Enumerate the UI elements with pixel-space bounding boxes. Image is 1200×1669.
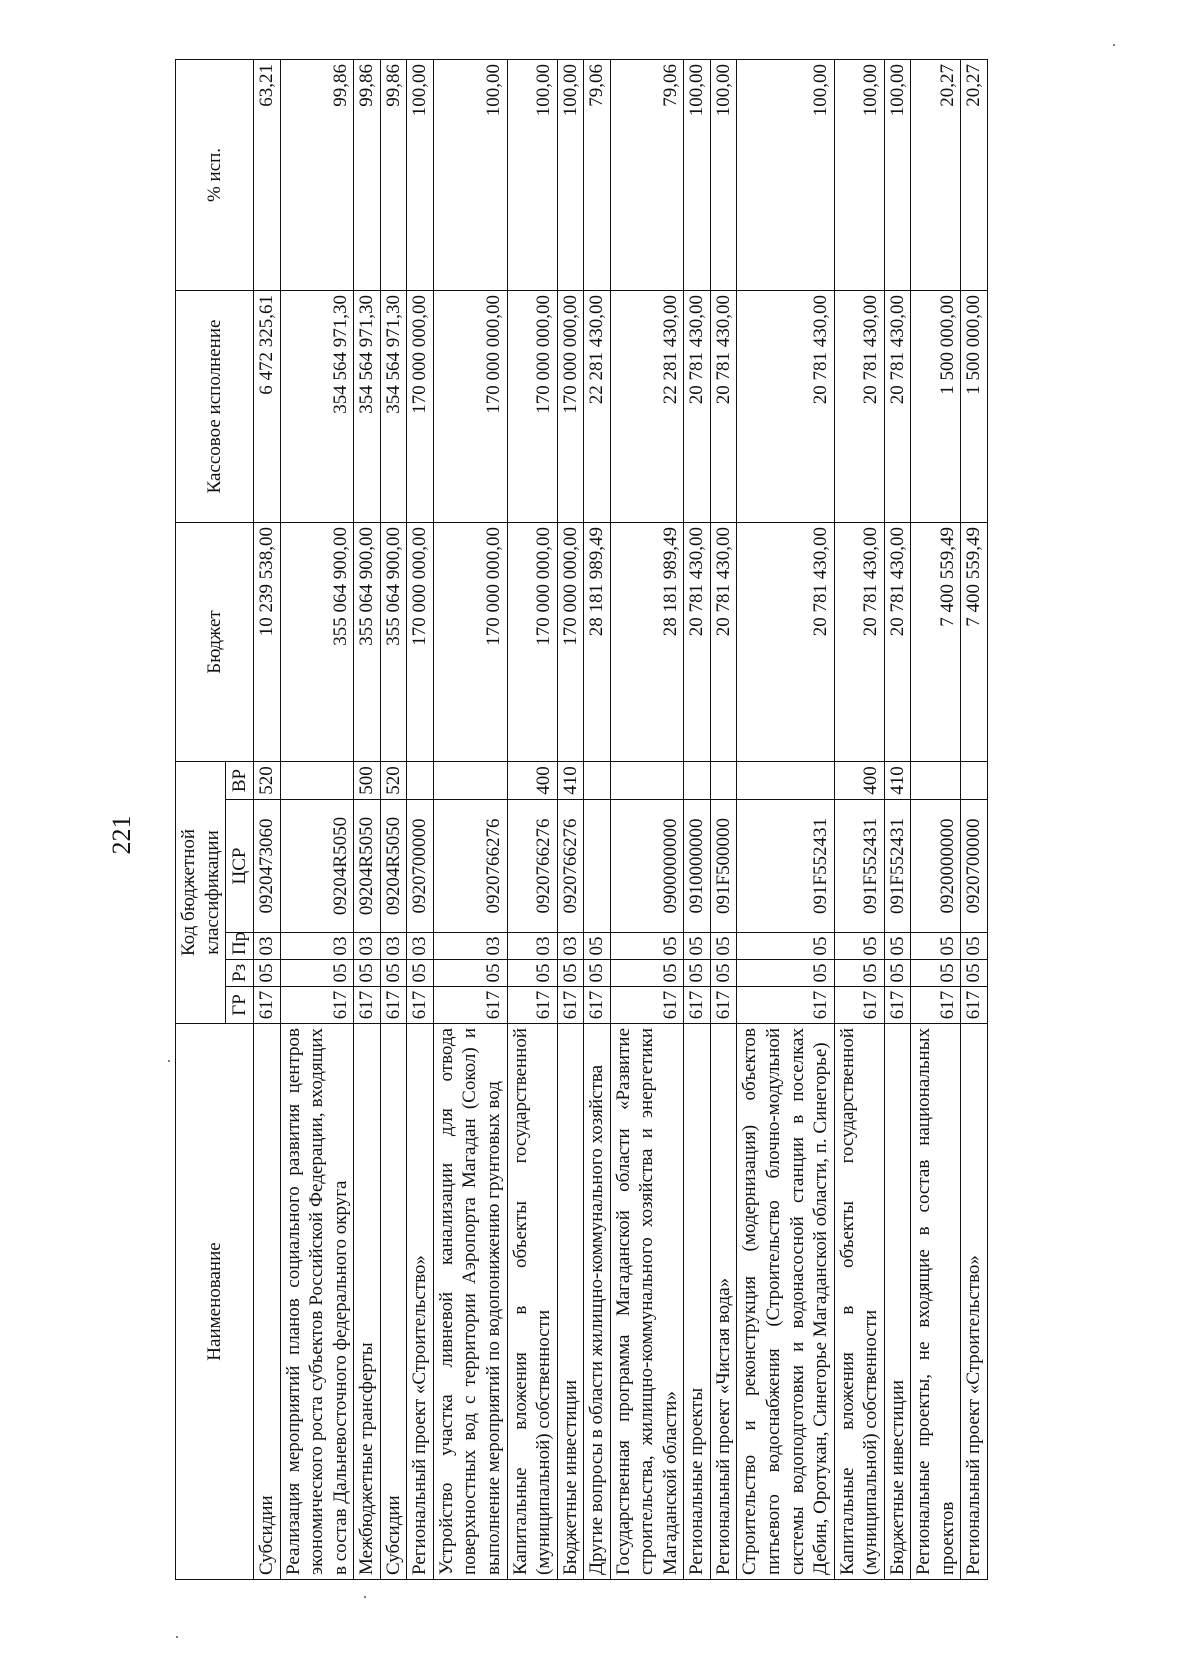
cell-gr: 617	[684, 987, 711, 1024]
cell-gr: 617	[507, 987, 557, 1024]
cell-csr: 0910000000	[684, 800, 711, 933]
cell-rz: 05	[610, 960, 684, 987]
cell-cash: 170 000 000,00	[433, 290, 507, 522]
cell-cash: 20 781 430,00	[684, 290, 711, 522]
header-budget: Бюджет	[176, 522, 254, 761]
cell-cash: 20 781 430,00	[710, 290, 737, 522]
table-row	[911, 59, 961, 1579]
cell-pr: 03	[280, 933, 354, 960]
cell-name: Субсидии	[254, 1024, 281, 1580]
cell-name: Межбюджетные трансферты	[354, 1024, 381, 1580]
cell-name: Бюджетные инвестиции	[884, 1024, 911, 1580]
page-number: 221	[107, 815, 136, 855]
cell-cash: 20 781 430,00	[834, 290, 884, 522]
cell-cash: 20 781 430,00	[884, 290, 911, 522]
cell-pct: 99,86	[280, 59, 354, 290]
scan-speck	[176, 1636, 178, 1638]
cell-name: Устройство участка ливневой канализации для отвода поверхностных вод с территории Аэропорта Магадан (Сокол) и выполнение мероприятий по водопонижению грунтовых вод	[433, 1024, 507, 1580]
cell-gr: 617	[911, 987, 961, 1024]
table-row	[507, 59, 557, 1579]
cell-gr: 617	[737, 987, 834, 1024]
cell-gr: 617	[380, 987, 407, 1024]
cell-cash: 20 781 430,00	[737, 290, 834, 522]
cell-rz: 05	[380, 960, 407, 987]
cell-cash: 354 564 971,30	[380, 290, 407, 522]
cell-rz: 05	[737, 960, 834, 987]
cell-vr: 410	[884, 761, 911, 799]
cell-cash: 170 000 000,00	[557, 290, 584, 522]
cell-vr	[610, 761, 684, 799]
cell-rz: 05	[884, 960, 911, 987]
cell-cash: 6 472 325,61	[254, 290, 281, 522]
cell-csr: 0920766276	[507, 800, 557, 933]
cell-name: Бюджетные инвестиции	[557, 1024, 584, 1580]
cell-pr: 05	[610, 933, 684, 960]
cell-csr: 0920000000	[911, 800, 961, 933]
cell-csr: 0920700000	[961, 800, 988, 933]
cell-gr: 617	[433, 987, 507, 1024]
cell-budget: 20 781 430,00	[684, 522, 711, 761]
table-row	[433, 59, 507, 1579]
cell-pr: 03	[407, 933, 434, 960]
header-vr: ВР	[226, 761, 254, 799]
cell-budget: 170 000 000,00	[557, 522, 584, 761]
cell-vr	[433, 761, 507, 799]
cell-vr	[710, 761, 737, 799]
cell-vr: 400	[834, 761, 884, 799]
cell-csr: 091F552431	[884, 800, 911, 933]
cell-name: Региональный проект «Строительство»	[961, 1024, 988, 1580]
cell-pr: 05	[710, 933, 737, 960]
cell-budget: 355 064 900,00	[280, 522, 354, 761]
scan-speck	[364, 1596, 366, 1598]
cell-rz: 05	[254, 960, 281, 987]
cell-vr	[911, 761, 961, 799]
table-row	[961, 59, 988, 1579]
cell-budget: 170 000 000,00	[407, 522, 434, 761]
cell-csr: 09204R5050	[280, 800, 354, 933]
cell-csr: 091F552431	[737, 800, 834, 933]
table-row	[584, 59, 611, 1579]
cell-cash: 22 281 430,00	[584, 290, 611, 522]
cell-rz: 05	[354, 960, 381, 987]
cell-budget: 7 400 559,49	[961, 522, 988, 761]
table-row	[610, 59, 684, 1579]
cell-pr: 03	[254, 933, 281, 960]
cell-vr	[407, 761, 434, 799]
cell-cash: 170 000 000,00	[507, 290, 557, 522]
cell-vr	[737, 761, 834, 799]
cell-csr: 09204R5050	[380, 800, 407, 933]
cell-pct: 100,00	[557, 59, 584, 290]
cell-cash: 170 000 000,00	[407, 290, 434, 522]
cell-budget: 170 000 000,00	[433, 522, 507, 761]
cell-rz: 05	[584, 960, 611, 987]
cell-pr: 05	[911, 933, 961, 960]
table-body	[254, 59, 988, 1579]
budget-execution-table	[175, 59, 988, 1580]
cell-gr: 617	[254, 987, 281, 1024]
cell-pct: 100,00	[433, 59, 507, 290]
cell-vr: 520	[254, 761, 281, 799]
table-row	[684, 59, 711, 1579]
cell-pct: 100,00	[710, 59, 737, 290]
cell-budget: 20 781 430,00	[737, 522, 834, 761]
cell-budget: 7 400 559,49	[911, 522, 961, 761]
cell-gr: 617	[354, 987, 381, 1024]
cell-pct: 100,00	[684, 59, 711, 290]
cell-rz: 05	[433, 960, 507, 987]
cell-pct: 20,27	[961, 59, 988, 290]
cell-csr: 0920700000	[407, 800, 434, 933]
cell-rz: 05	[911, 960, 961, 987]
cell-csr	[584, 800, 611, 933]
cell-name: Региональный проект «Чистая вода»	[710, 1024, 737, 1580]
cell-gr: 617	[407, 987, 434, 1024]
cell-rz: 05	[684, 960, 711, 987]
cell-budget: 170 000 000,00	[507, 522, 557, 761]
cell-rz: 05	[961, 960, 988, 987]
cell-vr	[280, 761, 354, 799]
cell-pr: 03	[507, 933, 557, 960]
cell-budget: 355 064 900,00	[380, 522, 407, 761]
cell-budget: 10 239 538,00	[254, 522, 281, 761]
table-row	[380, 59, 407, 1579]
cell-vr: 520	[380, 761, 407, 799]
scan-speck	[168, 1060, 170, 1062]
cell-gr: 617	[884, 987, 911, 1024]
cell-pr: 05	[684, 933, 711, 960]
cell-pr: 05	[584, 933, 611, 960]
cell-pct: 100,00	[737, 59, 834, 290]
table-row	[280, 59, 354, 1579]
cell-rz: 05	[834, 960, 884, 987]
cell-gr: 617	[961, 987, 988, 1024]
cell-pr: 05	[834, 933, 884, 960]
cell-csr: 09204R5050	[354, 800, 381, 933]
cell-pct: 99,86	[354, 59, 381, 290]
cell-budget: 20 781 430,00	[710, 522, 737, 761]
table-row	[354, 59, 381, 1579]
cell-vr	[961, 761, 988, 799]
cell-pr: 03	[380, 933, 407, 960]
cell-rz: 05	[507, 960, 557, 987]
cell-pr: 05	[737, 933, 834, 960]
rotated-table-sheet	[175, 60, 1055, 1580]
cell-name: Строительство и реконструкция (модернизация) объектов питьевого водоснабжения (Строительство блочно-модульной системы водоподготовки и водонасосной станции в поселках Дебин, Оротукан, Синегорье Магаданской области, п. Синегорье)	[737, 1024, 834, 1580]
cell-name: Региональный проект «Строительство»	[407, 1024, 434, 1580]
cell-budget: 20 781 430,00	[884, 522, 911, 761]
header-rz: Рз	[226, 960, 254, 987]
table-row	[407, 59, 434, 1579]
cell-rz: 05	[557, 960, 584, 987]
table-row	[834, 59, 884, 1579]
table-row	[254, 59, 281, 1579]
cell-gr: 617	[710, 987, 737, 1024]
cell-gr: 617	[584, 987, 611, 1024]
cell-pr: 03	[557, 933, 584, 960]
cell-rz: 05	[710, 960, 737, 987]
cell-pct: 79,06	[584, 59, 611, 290]
table-row	[884, 59, 911, 1579]
scan-speck	[1113, 44, 1115, 46]
cell-vr: 410	[557, 761, 584, 799]
header-gr: ГР	[226, 987, 254, 1024]
cell-csr: 091F500000	[710, 800, 737, 933]
cell-pr: 03	[354, 933, 381, 960]
table-row	[737, 59, 834, 1579]
header-pct: % исп.	[176, 59, 254, 290]
cell-pr: 03	[433, 933, 507, 960]
header-cash: Кассовое исполнение	[176, 290, 254, 522]
cell-name: Региональные проекты	[684, 1024, 711, 1580]
cell-cash: 1 500 000,00	[911, 290, 961, 522]
cell-vr: 500	[354, 761, 381, 799]
cell-csr: 0920766276	[557, 800, 584, 933]
cell-rz: 05	[280, 960, 354, 987]
cell-rz: 05	[407, 960, 434, 987]
cell-pct: 99,86	[380, 59, 407, 290]
header-code-group: Код бюджетной классификации	[176, 761, 226, 1023]
header-pr: Пр	[226, 933, 254, 960]
cell-name: Другие вопросы в области жилищно-коммунального хозяйства	[584, 1024, 611, 1580]
cell-cash: 1 500 000,00	[961, 290, 988, 522]
cell-name: Капитальные вложения в объекты государственной (муниципальной) собственности	[834, 1024, 884, 1580]
cell-vr	[684, 761, 711, 799]
cell-pct: 63,21	[254, 59, 281, 290]
cell-budget: 355 064 900,00	[354, 522, 381, 761]
cell-gr: 617	[557, 987, 584, 1024]
cell-gr: 617	[610, 987, 684, 1024]
cell-budget: 28 181 989,49	[610, 522, 684, 761]
cell-pr: 05	[884, 933, 911, 960]
header-csr: ЦСР	[226, 800, 254, 933]
cell-vr	[584, 761, 611, 799]
cell-name: Региональные проекты, не входящие в состав национальных проектов	[911, 1024, 961, 1580]
cell-pr: 05	[961, 933, 988, 960]
cell-pct: 100,00	[507, 59, 557, 290]
cell-csr: 091F552431	[834, 800, 884, 933]
cell-pct: 100,00	[884, 59, 911, 290]
cell-pct: 100,00	[407, 59, 434, 290]
cell-cash: 354 564 971,30	[354, 290, 381, 522]
cell-csr: 0920473060	[254, 800, 281, 933]
cell-pct: 79,06	[610, 59, 684, 290]
cell-cash: 354 564 971,30	[280, 290, 354, 522]
cell-csr: 0920766276	[433, 800, 507, 933]
cell-vr: 400	[507, 761, 557, 799]
cell-gr: 617	[834, 987, 884, 1024]
cell-gr: 617	[280, 987, 354, 1024]
cell-name: Государственная программа Магаданской области «Развитие строительства, жилищно-коммунального хозяйства и энергетики Магаданской области»	[610, 1024, 684, 1580]
cell-pct: 20,27	[911, 59, 961, 290]
cell-name: Субсидии	[380, 1024, 407, 1580]
table-row	[557, 59, 584, 1579]
cell-budget: 20 781 430,00	[834, 522, 884, 761]
cell-budget: 28 181 989,49	[584, 522, 611, 761]
table-row	[710, 59, 737, 1579]
cell-cash: 22 281 430,00	[610, 290, 684, 522]
cell-pct: 100,00	[834, 59, 884, 290]
header-name: Наименование	[176, 1024, 254, 1580]
cell-name: Капитальные вложения в объекты государственной (муниципальной) собственности	[507, 1024, 557, 1580]
cell-name: Реализация мероприятий планов социального развития центров экономического роста субъектов Российской Федерации, входящих в состав Дальневосточного федерального округа	[280, 1024, 354, 1580]
table-header-row	[176, 59, 226, 1579]
cell-csr: 0900000000	[610, 800, 684, 933]
